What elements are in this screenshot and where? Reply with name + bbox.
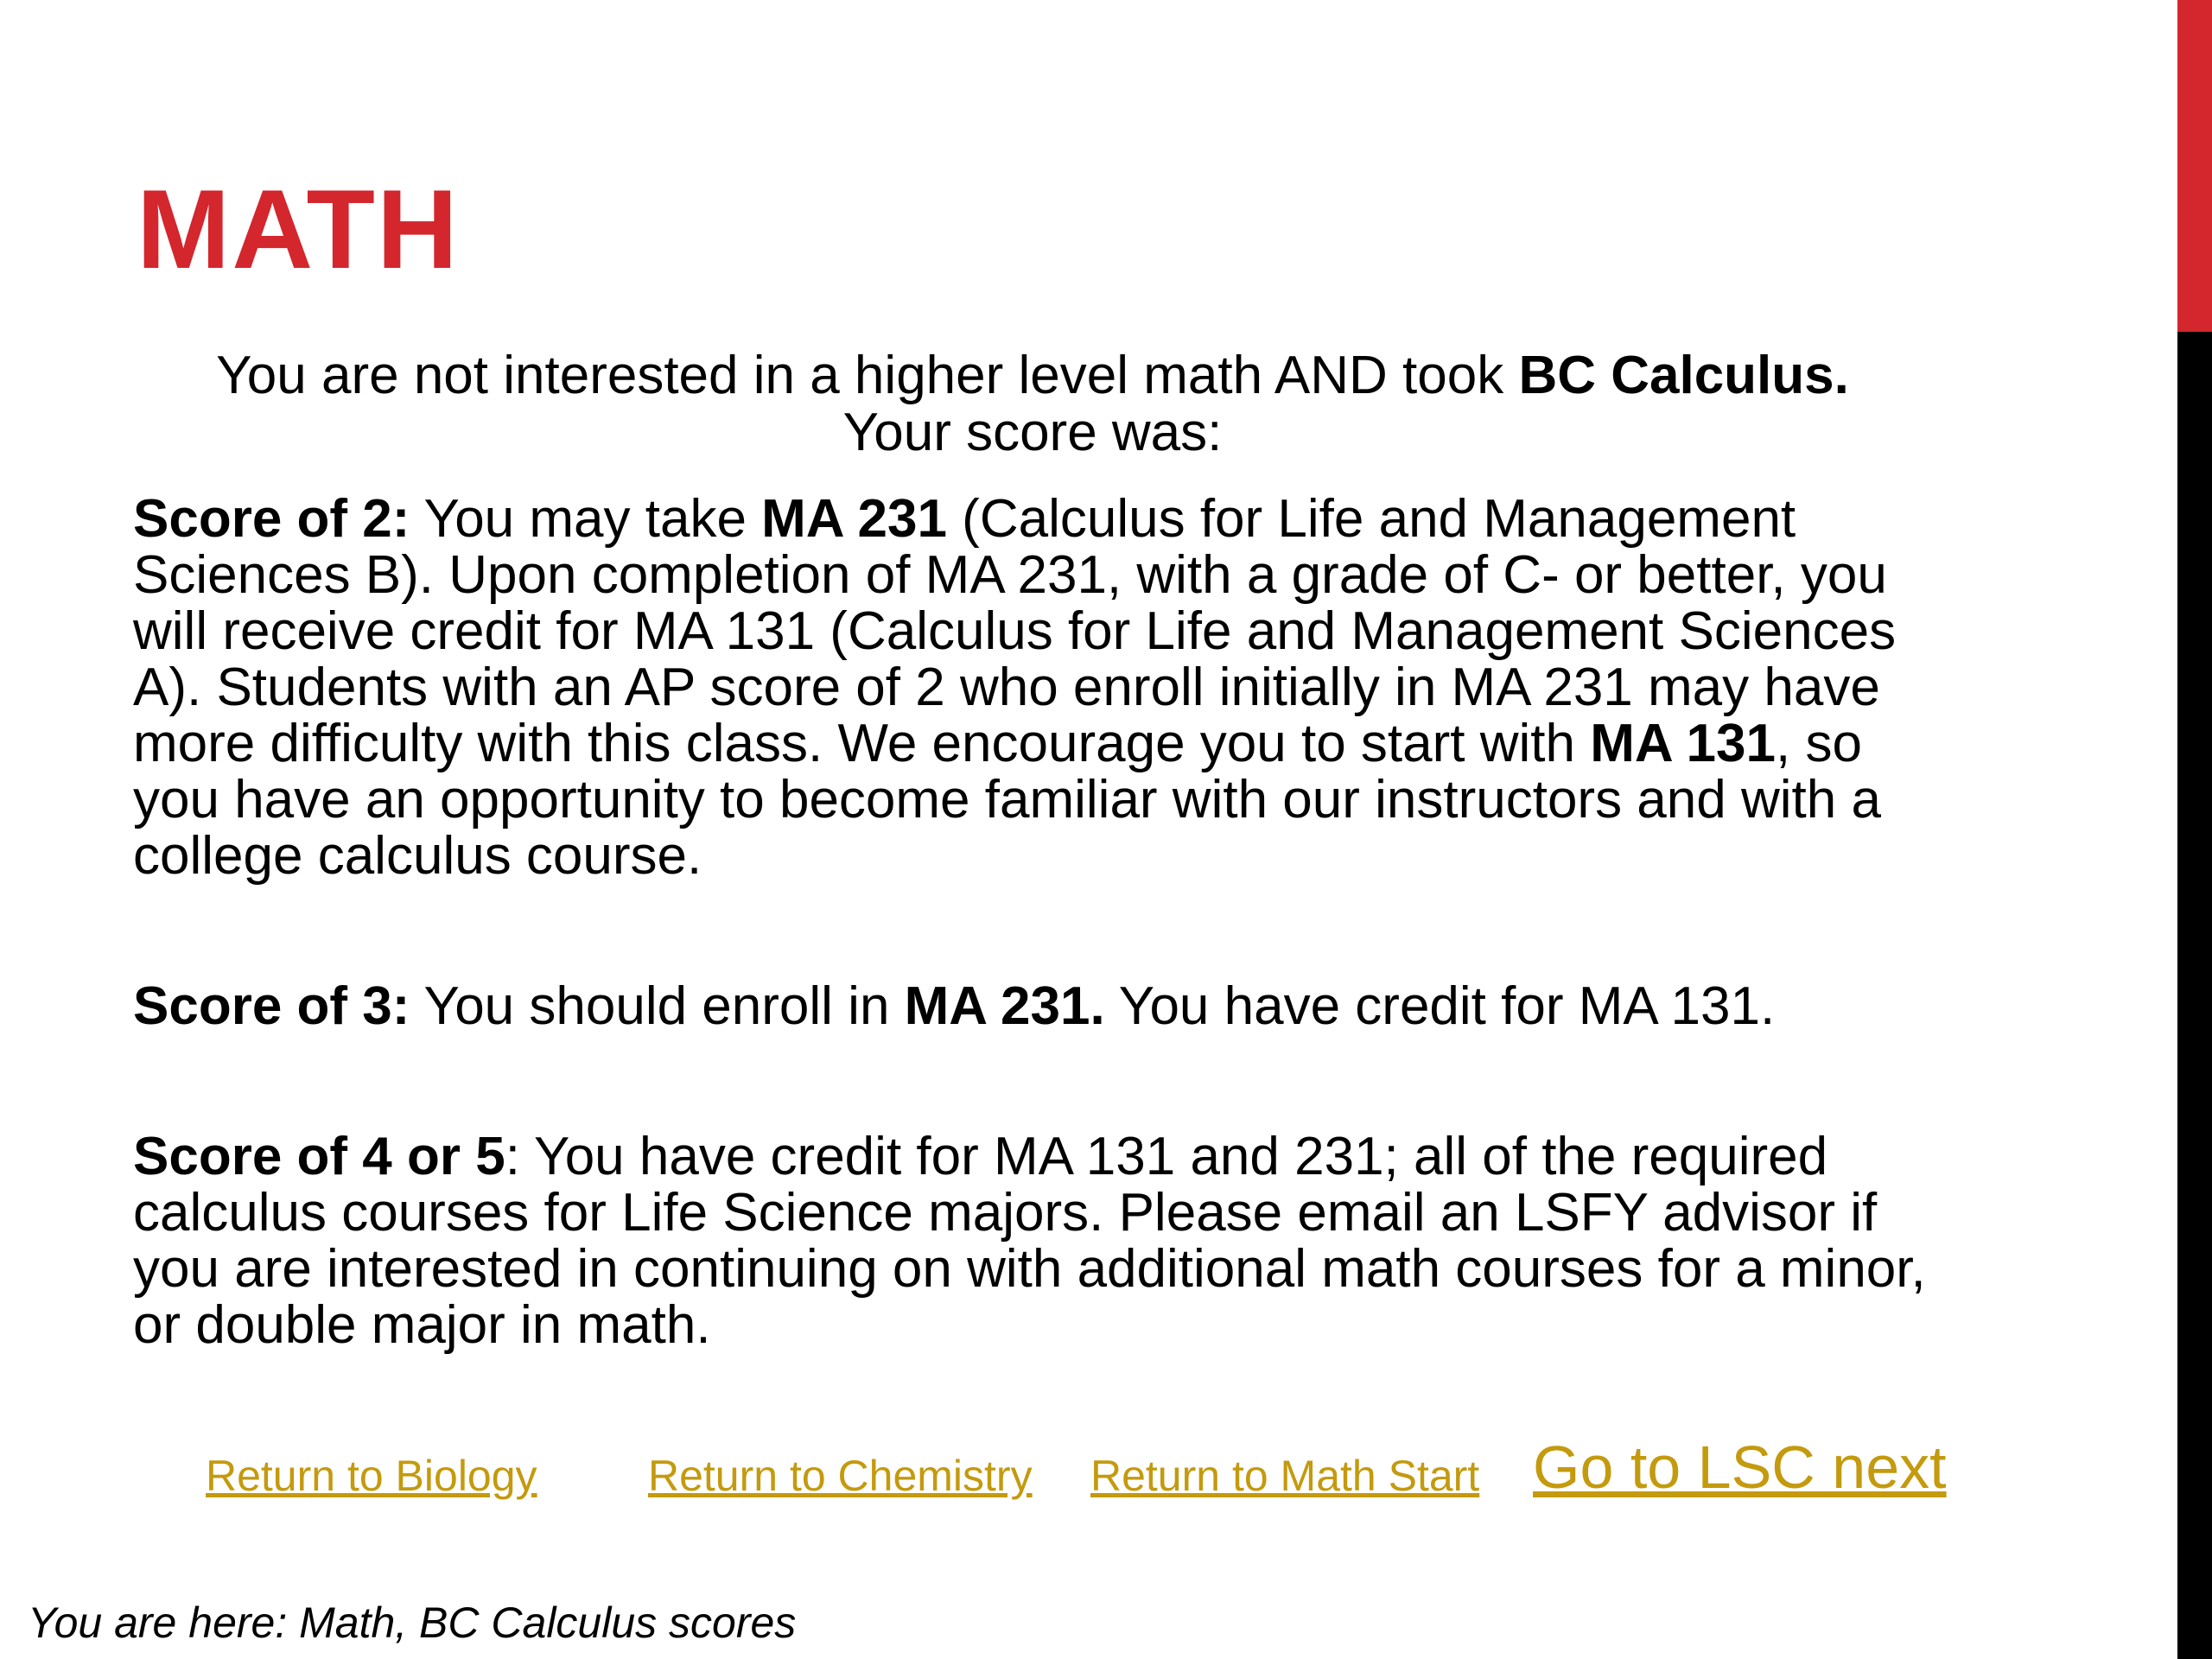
score-3-paragraph — [133, 978, 1956, 1034]
score-2-course-1: MA 231 — [761, 489, 947, 549]
score-2-text-2: (Calculus for Life and Management Sciences B). Upon completion of MA 231, with a grade of C- or better, you will receive credit for MA 131 (Calculus for Life and Management Sciences A). Students with an AP score of 2 who enroll initially in MA 231 may have more difficulty with this class. We encourage you to start with — [133, 489, 1897, 773]
score-4-5-label: Score of 4 or 5 — [133, 1127, 505, 1186]
score-3-text-2: You have credit for MA 131. — [1104, 976, 1776, 1036]
intro-line2: Your score was: — [842, 403, 1223, 462]
score-2-course-2: MA 131 — [1590, 714, 1776, 773]
intro-bold: BC Calculus. — [1518, 346, 1849, 405]
page-title: MATH — [137, 166, 460, 292]
score-3-label: Score of 3: — [133, 976, 410, 1036]
intro-text: You are not interested in a higher level math AND took — [216, 346, 1519, 405]
score-3-text-1: You should enroll in — [410, 976, 905, 1036]
score-2-label: Score of 2: — [133, 489, 410, 549]
return-to-chemistry-link[interactable]: Return to Chemistry — [648, 1452, 1033, 1500]
intro-paragraph — [130, 347, 1936, 461]
go-to-lsc-next-link[interactable]: Go to LSC next — [1533, 1433, 1947, 1501]
score-2-paragraph — [133, 491, 1956, 884]
side-dark-bar — [2177, 332, 2212, 1659]
score-4-5-paragraph — [133, 1128, 1956, 1353]
side-accent-bar — [2177, 0, 2212, 332]
breadcrumb: You are here: Math, BC Calculus scores — [28, 1599, 797, 1647]
return-to-biology-link[interactable]: Return to Biology — [206, 1452, 537, 1500]
score-4-5-text: : You have credit for MA 131 and 231; all of the required calculus courses for Life Science majors. Please email an LSFY advisor if you are interested in continuing on with additional math courses for a minor, or double major in math. — [133, 1127, 1926, 1355]
score-3-course: MA 231. — [904, 976, 1105, 1036]
return-to-math-start-link[interactable]: Return to Math Start — [1090, 1452, 1480, 1500]
score-2-text-1: You may take — [410, 489, 762, 549]
score-2-text-3: , so you have an opportunity to become familiar with our instructors and with a college calculus course. — [133, 714, 1881, 886]
